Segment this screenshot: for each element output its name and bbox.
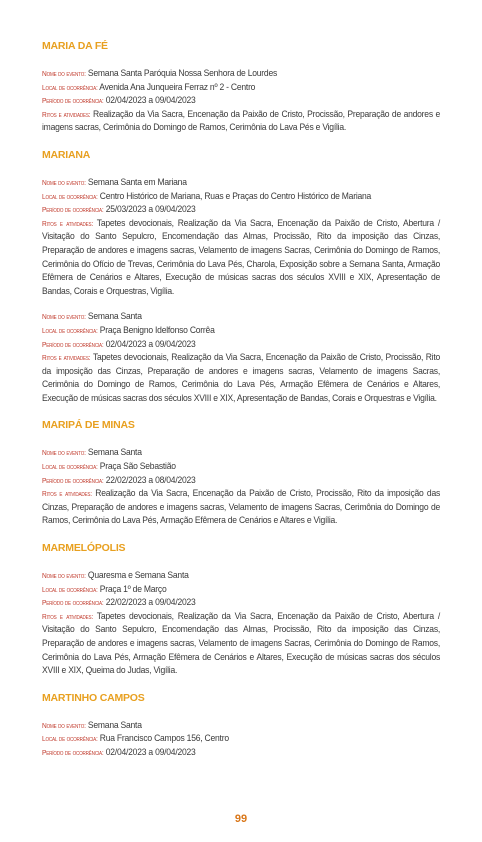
page-number: 99 [234,813,248,825]
event-place-value: Praça Benigno Idelfonso Corrêa [99,324,215,335]
event-place-label: Local de ocorrência: [42,325,98,335]
city-heading: MARTINHO CAMPOS [42,691,145,704]
event-place-label: Local de ocorrência: [42,584,98,594]
city-block-martinho-campos [42,692,440,760]
event-place-line [42,324,440,338]
event-place-value: Rua Francisco Campos 156, Centro [99,733,229,744]
document-page [42,40,440,774]
event-name-label: Nome do evento: [42,720,86,730]
event-period-label: Período de ocorrência: [42,96,104,106]
event-name-line [42,446,440,460]
event-entry [42,176,440,298]
event-name-line [42,176,440,190]
event-name-value: Semana Santa Paróquia Nossa Senhora de Lourdes [87,68,278,78]
event-name-value: Semana Santa [87,447,142,458]
event-place-label: Local de ocorrência: [42,82,98,92]
event-entry [42,67,440,135]
event-name-line [42,310,440,324]
event-period-line [42,474,440,488]
city-heading: MARIA DA FÉ [42,40,108,52]
event-entry [42,569,440,678]
event-place-line [42,460,440,474]
event-period-line [42,338,440,352]
city-block-mariana [42,149,440,406]
event-rites-line [42,610,440,678]
event-period-value: 22/02/2023 a 08/04/2023 [105,474,196,485]
event-period-line [42,596,440,610]
event-name-line [42,67,440,81]
event-name-line [42,569,440,583]
city-block-maria-da-fe [42,40,440,135]
event-entry [42,310,440,405]
event-name-value: Semana Santa [87,719,142,730]
event-rites-value: Tapetes devocionais, Realização da Via Sacra, Encenação da Paixão de Cristo, Abertura / Visitação do Santo Sepulcro, Encomendação das Almas, Procissão, Rito da imposição das Cinzas, Preparação de andores e imagens sacras, Velamento de imagens Sacras, Cerimônia do Domingo de Ramos, Cerimônia do Lava Pés, Armação Efêmera de Cenários e Altares, Execução de músicas sacras dos séculos XVIII e XIX, Queima do Judas, Vigília. [42,610,441,676]
event-entry [42,719,440,760]
event-place-line [42,81,440,95]
event-period-line [42,746,440,760]
event-name-value: Quaresma e Semana Santa [87,570,189,581]
event-period-line [42,94,440,108]
event-period-label: Período de ocorrência: [42,205,104,215]
city-heading: MARMELÓPOLIS [42,542,126,555]
event-rites-label: Ritos e atividades: [42,611,94,621]
event-name-label: Nome do evento: [42,448,86,458]
event-place-label: Local de ocorrência: [42,734,98,744]
event-period-label: Período de ocorrência: [42,747,104,757]
event-period-value: 02/04/2023 a 09/04/2023 [105,95,196,106]
event-name-label: Nome do evento: [42,571,86,581]
event-period-value: 02/04/2023 a 09/04/2023 [105,338,196,349]
event-period-line [42,203,440,217]
event-name-label: Nome do evento: [42,312,86,322]
event-place-line [42,732,440,746]
event-entry [42,446,440,528]
event-place-value: Avenida Ana Junqueira Ferraz nº 2 - Centro [99,81,256,92]
event-rites-label: Ritos e atividades: [42,489,92,499]
event-name-line [42,719,440,733]
event-place-value: Praça 1º de Março [99,583,167,594]
event-rites-line [42,487,440,528]
event-period-label: Período de ocorrência: [42,475,104,485]
event-rites-value: Realização da Via Sacra, Encenação da Paixão de Cristo, Procissão, Rito da imposição das Cinzas, Preparação de andores e imagens sacras, Velamento de imagens Sacras, Cerimônia do Domingo de Ramos, Cerimônia do Lava Pés, Armação Efêmera de Cenários e Altares e Vigília. [42,488,441,526]
event-rites-line [42,108,440,135]
event-name-value: Semana Santa [87,311,142,322]
event-rites-value: Tapetes devocionais, Realização da Via Sacra, Encenação da Paixão de Cristo, Procissão, Rito da imposição das Cinzas, Preparação de andores e imagens sacras, Velamento de imagens Sacras, Cerimônia do Domingo de Ramos, Cerimônia do Lava Pés, Armação Efêmera de Cenários e Altares, Execução de músicas sacras dos séculos XVIII e XIX, Apresentação de Bandas, Corais e Orquestras e Vigília. [42,352,441,403]
city-heading: MARIPÁ DE MINAS [42,419,135,432]
event-period-value: 22/02/2023 a 09/04/2023 [105,597,196,608]
event-place-label: Local de ocorrência: [42,191,98,201]
event-rites-value: Tapetes devocionais, Realização da Via Sacra, Encenação da Paixão de Cristo, Abertura / Visitação do Santo Sepulcro, Encomendação das Almas, Procissão, Rito da imposição das Cinzas, Preparação de andores e imagens sacras, Velamento de imagens Sacras, Cerimônia do Domingo de Ramos, Cerimônia do Ofício de Trevas, Cerimônia do Lava Pés, Charola, Exposição sobre a Semana Santa, Armação Efêmera de Cenários e Altares, Execução de músicas sacras dos séculos XVIII e XIX, Apresentação de Bandas, Corais e Orquestras, Vigília. [42,217,441,296]
event-place-label: Local de ocorrência: [42,462,98,472]
event-rites-label: Ritos e atividades: [42,218,94,228]
city-block-marmelopolis [42,542,440,678]
event-name-label: Nome do evento: [42,69,86,78]
event-place-value: Centro Histórico de Mariana, Ruas e Praças do Centro Histórico de Mariana [99,190,372,201]
event-name-value: Semana Santa em Mariana [87,176,187,187]
event-rites-label: Ritos e atividades: [42,353,91,363]
event-period-label: Período de ocorrência: [42,339,104,349]
event-rites-line [42,351,440,405]
event-place-line [42,190,440,204]
event-period-label: Período de ocorrência: [42,598,104,608]
event-period-value: 02/04/2023 a 09/04/2023 [105,746,196,757]
city-heading: MARIANA [42,148,91,161]
event-rites-label: Ritos e atividades: [42,109,91,119]
event-name-label: Nome do evento: [42,177,86,187]
event-rites-line [42,217,440,299]
city-block-maripa-de-minas [42,419,440,528]
event-place-value: Praça São Sebastião [99,461,176,472]
event-period-value: 25/03/2023 a 09/04/2023 [105,204,196,215]
event-rites-value: Realização da Via Sacra, Encenação da Paixão de Cristo, Procissão, Preparação de andores e imagens sacras, Cerimônia do Domingo de Ramos, Cerimônia do Lava Pés e Vigília. [42,108,441,133]
event-place-line [42,583,440,597]
